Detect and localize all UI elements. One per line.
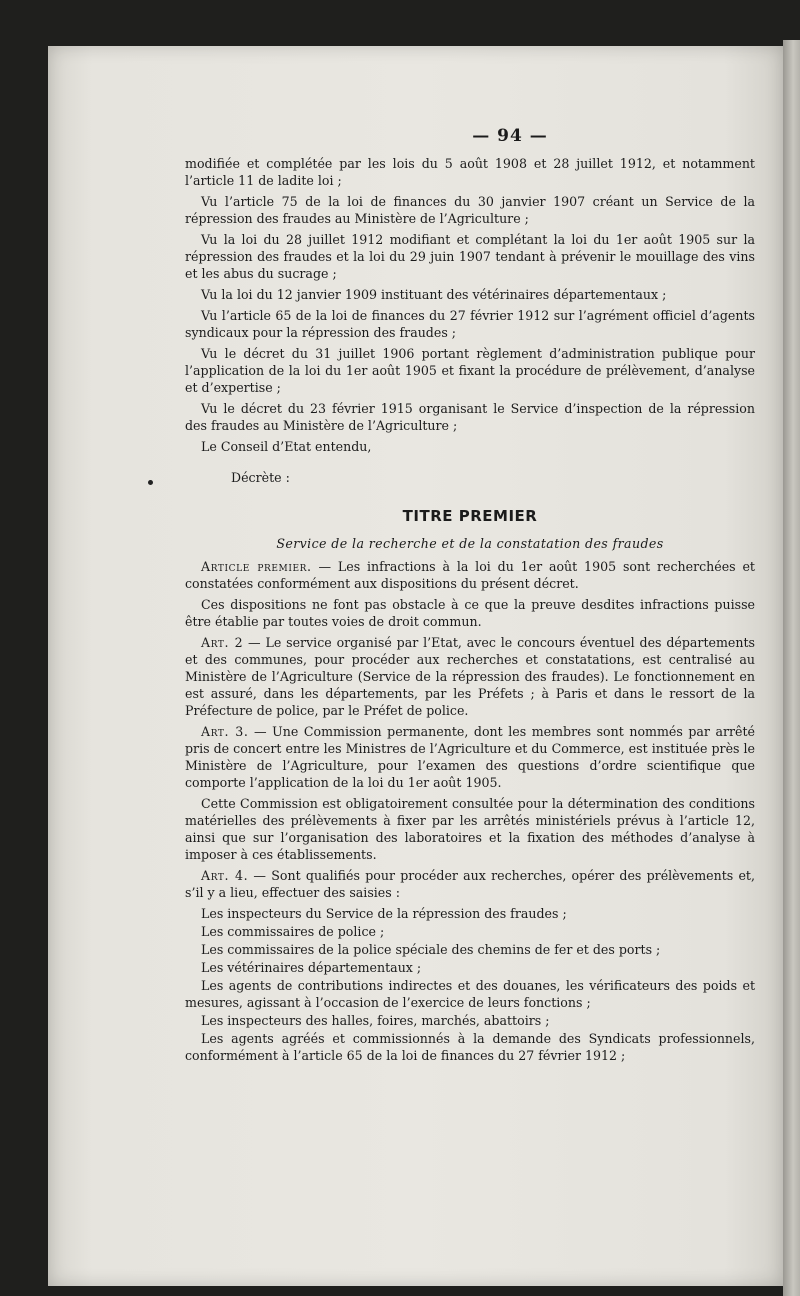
article-text: — Le service organisé par l’Etat, avec le concours éventuel des départements et des communes, pour procéder aux recherches et constatations, est centralisé au Ministère de l’Agriculture (Service de la répression des fraudes). Le fonctionnement en est assuré, dans les départements, par les Préfets ; à Paris et dans le ressort de la Préfecture de police, par le Préfet de police. <box>185 635 756 718</box>
paragraph: Le Conseil d’Etat entendu, <box>201 439 372 454</box>
section-subtitle: Service de la recherche et de la constatation des fraudes <box>276 536 664 551</box>
list-item: Les inspecteurs des halles, foires, marchés, abattoirs ; <box>201 1013 550 1028</box>
paragraph: Vu l’article 75 de la loi de finances du 30 janvier 1907 créant un Service de la répression des fraudes au Ministère de l’Agriculture ; <box>185 194 755 226</box>
article-paragraph <box>185 634 755 719</box>
paragraph: Vu la loi du 28 juillet 1912 modifiant et complétant la loi du 1er août 1905 sur la répression des fraudes et la loi du 29 juin 1907 tendant à prévenir le mouillage des vins et les abus du sucrage ; <box>185 232 755 281</box>
article-paragraph <box>185 795 755 863</box>
list-item: Les commissaires de police ; <box>201 924 385 939</box>
article-paragraph <box>185 867 755 901</box>
article-text: — Sont qualifiés pour procéder aux recherches, opérer des prélèvements et, s’il y a lieu, effectuer des saisies : <box>185 868 755 900</box>
list-item: Les agents de contributions indirectes et des douanes, les vérificateurs des poids et mesures, agissant à l’occasion de l’exercice de leurs fonctions ; <box>185 978 755 1010</box>
article-text: Cette Commission est obligatoirement consultée pour la détermination des conditions matérielles des prélèvements à fixer par les arrêtés ministériels prévus à l’article 12, ainsi que sur l’organisation des laboratoires et la fixation des méthodes d’analyse à imposer à ces établissements. <box>185 796 755 862</box>
paragraph: modifiée et complétée par les lois du 5 août 1908 et 28 juillet 1912, et notamment l’article 11 de ladite loi ; <box>185 156 755 188</box>
article-text: Ces dispositions ne font pas obstacle à ce que la preuve desdites infractions puisse être établie par toutes voies de droit commun. <box>185 597 755 629</box>
article-text: — Une Commission permanente, dont les membres sont nommés par arrêté pris de concert entre les Ministres de l’Agriculture et du Commerce, est instituée près le Ministère de l’Agriculture, pour l’examen des questions d’ordre scientifique que comporte l’application de la loi du 1er août 1905. <box>185 724 755 790</box>
article-label: Article premier. <box>201 559 312 574</box>
document-body <box>185 128 755 1065</box>
list-item: Les commissaires de la police spéciale des chemins de fer et des ports ; <box>201 942 661 957</box>
ink-speck <box>148 480 153 485</box>
article-paragraph <box>185 596 755 630</box>
section-title: TITRE PREMIER <box>402 507 538 525</box>
article-label: Art. 4. <box>201 868 249 883</box>
paragraph: Vu l’article 65 de la loi de finances du 27 février 1912 sur l’agrément officiel d’agents syndicaux pour la répression des fraudes ; <box>185 308 755 340</box>
paragraph: Vu le décret du 31 juillet 1906 portant règlement d’administration publique pour l’application de la loi du 1er août 1905 et fixant la procédure de prélèvement, d’analyse et d’expertise ; <box>185 346 755 395</box>
article-text: — Les infractions à la loi du 1er août 1905 sont recherchées et constatées conformément aux dispositions du présent décret. <box>185 559 755 591</box>
article-paragraph <box>185 723 755 791</box>
article-label: Art. 3. <box>201 724 249 739</box>
list-item: Les inspecteurs du Service de la répression des fraudes ; <box>201 906 567 921</box>
decrete-line: Décrète : <box>231 470 290 485</box>
paragraph: Vu la loi du 12 janvier 1909 instituant des vétérinaires départementaux ; <box>201 287 667 302</box>
list-item: Les agents agréés et commissionnés à la demande des Syndicats professionnels, conformément à l’article 65 de la loi de finances du 27 février 1912 ; <box>185 1031 755 1063</box>
page-number: — 94 — <box>472 126 548 146</box>
paragraph: Vu le décret du 23 février 1915 organisant le Service d’inspection de la répression des fraudes au Ministère de l’Agriculture ; <box>185 401 755 433</box>
article-paragraph <box>185 558 755 592</box>
article-label: Art. 2 <box>201 635 244 650</box>
page-edge <box>783 40 800 1296</box>
list-item: Les vétérinaires départementaux ; <box>201 960 422 975</box>
